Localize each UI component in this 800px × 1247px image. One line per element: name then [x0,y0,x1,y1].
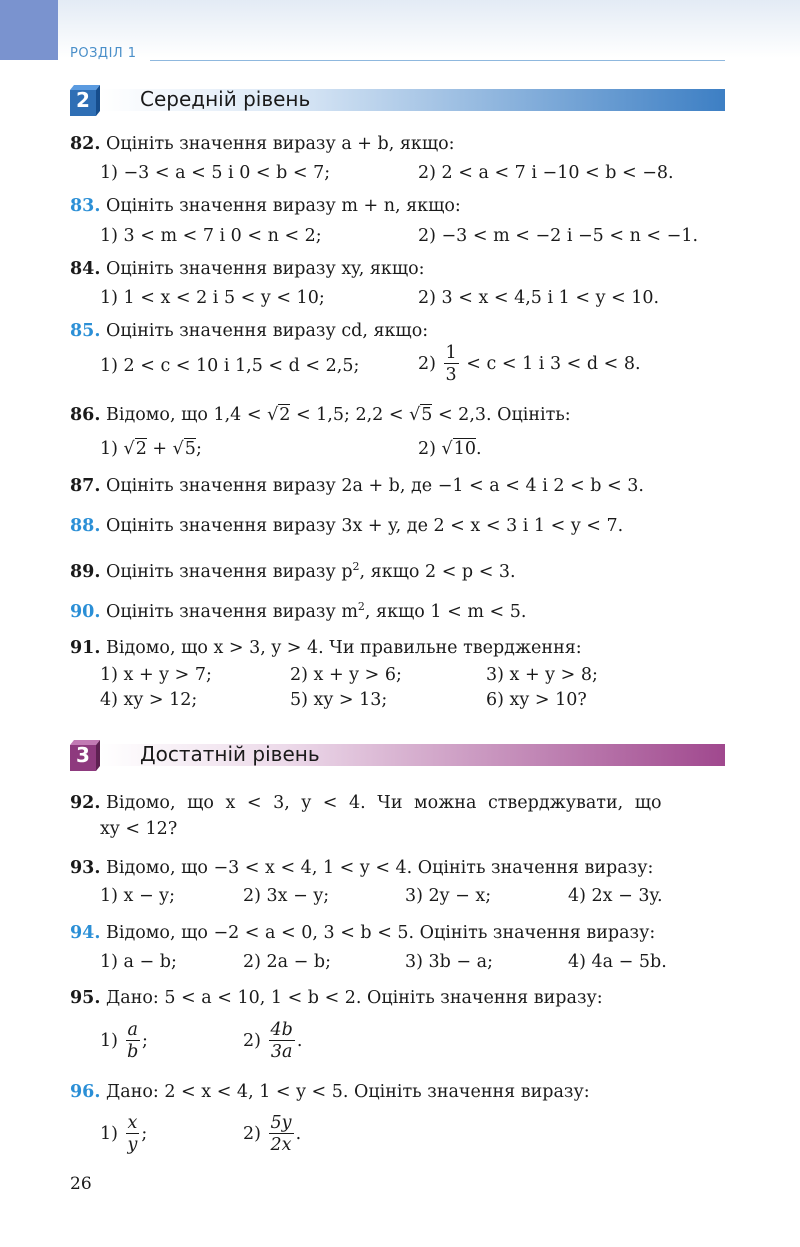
problem-82-option-1: 1) −3 < a < 5 і 0 < b < 7; [100,163,331,183]
problem-83: 83. Оцініть значення виразу m + n, якщо: [70,196,461,216]
problem-88: 88. Оцініть значення виразу 3x + y, де 2 < x < 3 і 1 < y < 7. [70,516,624,536]
problem-83-option-1: 1) 3 < m < 7 і 0 < n < 2; [100,226,322,246]
header-band [58,0,800,58]
section-number: 2 [76,88,90,112]
problem-83-option-2: 2) −3 < m < −2 і −5 < n < −1. [418,226,699,246]
problem-90: 90. Оцініть значення виразу $m^2$, якщо 1 < m < 5. [70,600,527,622]
problem-91-option-4: 4) xy > 12; [100,690,198,710]
problem-91-option-1: 1) x + y > 7; [100,665,212,685]
section-title: Достатній рівень [140,742,320,766]
problem-91-option-3: 3) x + y > 8; [486,665,598,685]
problem-85: 85. Оцініть значення виразу cd, якщо: [70,321,429,341]
problem-95-option-1: 1) $\frac{a}{b}$ ; [100,1020,148,1062]
problem-93-option-1: 1) x − y; [100,886,175,906]
problem-85-option-1: 1) 2 < c < 10 і 1,5 < d < 2,5; [100,356,360,376]
problem-92: 92. Відомо, що x < 3, y < 4. Чи можна стверджувати, що [70,793,662,813]
problem-96: 96. Дано: 2 < x < 4, 1 < y < 5. Оцініть значення виразу: [70,1082,590,1102]
problem-96-option-2: 2) $\frac{5y}{2x}$ . [243,1113,302,1155]
problem-93: 93. Відомо, що −3 < x < 4, 1 < y < 4. Оцініть значення виразу: [70,858,654,878]
problem-95: 95. Дано: 5 < a < 10, 1 < b < 2. Оцініть значення виразу: [70,988,603,1008]
problem-91-option-5: 5) xy > 13; [290,690,388,710]
problem-93-option-3: 3) 2y − x; [405,886,492,906]
section-title: Середній рівень [140,87,311,111]
problem-94: 94. Відомо, що −2 < a < 0, 3 < b < 5. Оцініть значення виразу: [70,923,656,943]
problem-94-option-3: 3) 3b − a; [405,952,493,972]
problem-94-option-2: 2) 2a − b; [243,952,331,972]
problem-95-option-2: 2) $\frac{4b}{3a}$ . [243,1020,303,1062]
problem-84-option-2: 2) 3 < x < 4,5 і 1 < y < 10. [418,288,660,308]
chapter-label: РОЗДІЛ 1 [70,46,137,61]
problem-86: 86. Відомо, що 1,4 < √2 < 1,5; 2,2 < √5 < 2,3. Оцініть: [70,405,571,425]
problem-89: 89. Оцініть значення виразу $p^2$, якщо 2 < p < 3. [70,560,516,582]
problem-92-line-2: xy < 12? [100,819,178,839]
problem-93-option-2: 2) 3x − y; [243,886,330,906]
problem-82-option-2: 2) 2 < a < 7 і −10 < b < −8. [418,163,674,183]
problem-84: 84. Оцініть значення виразу xy, якщо: [70,259,425,279]
problem-96-option-1: 1) $\frac{x}{y}$ ; [100,1113,148,1155]
problem-87: 87. Оцініть значення виразу 2a + b, де −1 < a < 4 і 2 < b < 3. [70,476,644,496]
problem-84-option-1: 1) 1 < x < 2 і 5 < y < 10; [100,288,325,308]
problem-86-option-2: 2) √10. [418,439,482,459]
page-number: 26 [70,1174,92,1194]
section-number: 3 [76,743,90,767]
problem-91-option-2: 2) x + y > 6; [290,665,402,685]
problem-85-option-2: 2) $\frac{1}{3}$ < c < 1 і 3 < d < 8. [418,343,641,385]
problem-82: 82. Оцініть значення виразу a + b, якщо: [70,134,455,154]
chapter-rule [150,60,725,61]
problem-86-option-1: 1) √2 + √5; [100,439,202,459]
problem-94-option-4: 4) 4a − 5b. [568,952,667,972]
corner-block [0,0,58,60]
problem-91-option-6: 6) xy > 10? [486,690,587,710]
problem-93-option-4: 4) 2x − 3y. [568,886,663,906]
problem-91: 91. Відомо, що x > 3, y > 4. Чи правильне твердження: [70,638,582,658]
problem-94-option-1: 1) a − b; [100,952,177,972]
